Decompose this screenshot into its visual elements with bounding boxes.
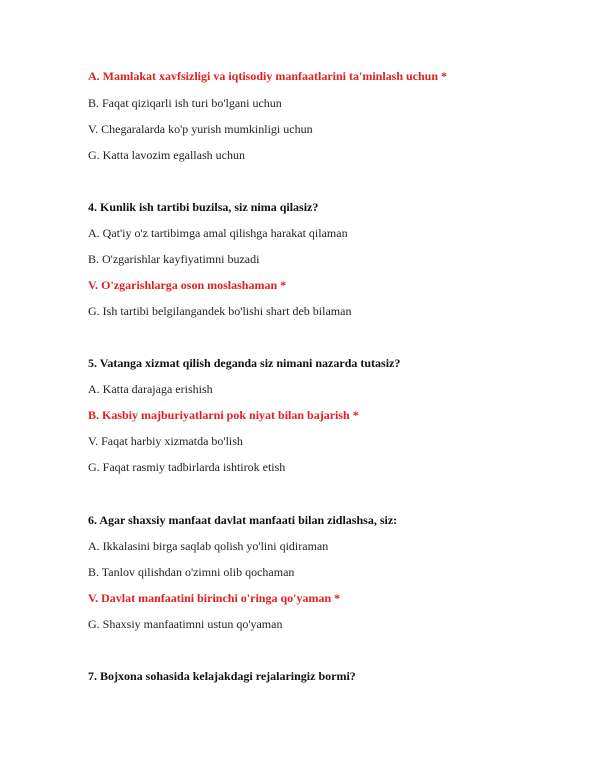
option-correct: B. Kasbiy majburiyatlarni pok niyat bilan bajarish * [88,408,359,422]
option: G. Shaxsiy manfaatimni ustun qo'yaman [88,617,283,631]
question-5: 5. Vatanga xizmat qilish deganda siz nimani nazarda tutasiz? [88,356,401,370]
question-6: 6. Agar shaxsiy manfaat davlat manfaati bilan zidlashsa, siz: [88,513,398,527]
option: V. Faqat harbiy xizmatda bo'lish [88,434,243,448]
question-7: 7. Bojxona sohasida kelajakdagi rejalaringiz bormi? [88,669,356,683]
option-correct: V. O'zgarishlarga oson moslashaman * [88,278,287,292]
option-correct: A. Mamlakat xavfsizligi va iqtisodiy manfaatlarini ta'minlash uchun * [88,69,448,83]
option: G. Ish tartibi belgilangandek bo'lishi shart deb bilaman [88,304,352,318]
option: A. Katta darajaga erishish [88,382,213,396]
option: B. Faqat qiziqarli ish turi bo'lgani uchun [88,96,282,110]
option: A. Ikkalasini birga saqlab qolish yo'lini qidiraman [88,539,329,553]
question-4: 4. Kunlik ish tartibi buzilsa, siz nima qilasiz? [88,200,319,214]
option-correct: V. Davlat manfaatini birinchi o'ringa qo'yaman * [88,591,341,605]
option: B. Tanlov qilishdan o'zimni olib qochaman [88,565,295,579]
option: G. Faqat rasmiy tadbirlarda ishtirok etish [88,460,286,474]
option: V. Chegaralarda ko'p yurish mumkinligi uchun [88,122,313,136]
option: A. Qat'iy o'z tartibimga amal qilishga harakat qilaman [88,226,348,240]
option: G. Katta lavozim egallash uchun [88,148,245,162]
option: B. O'zgarishlar kayfiyatimni buzadi [88,252,260,266]
